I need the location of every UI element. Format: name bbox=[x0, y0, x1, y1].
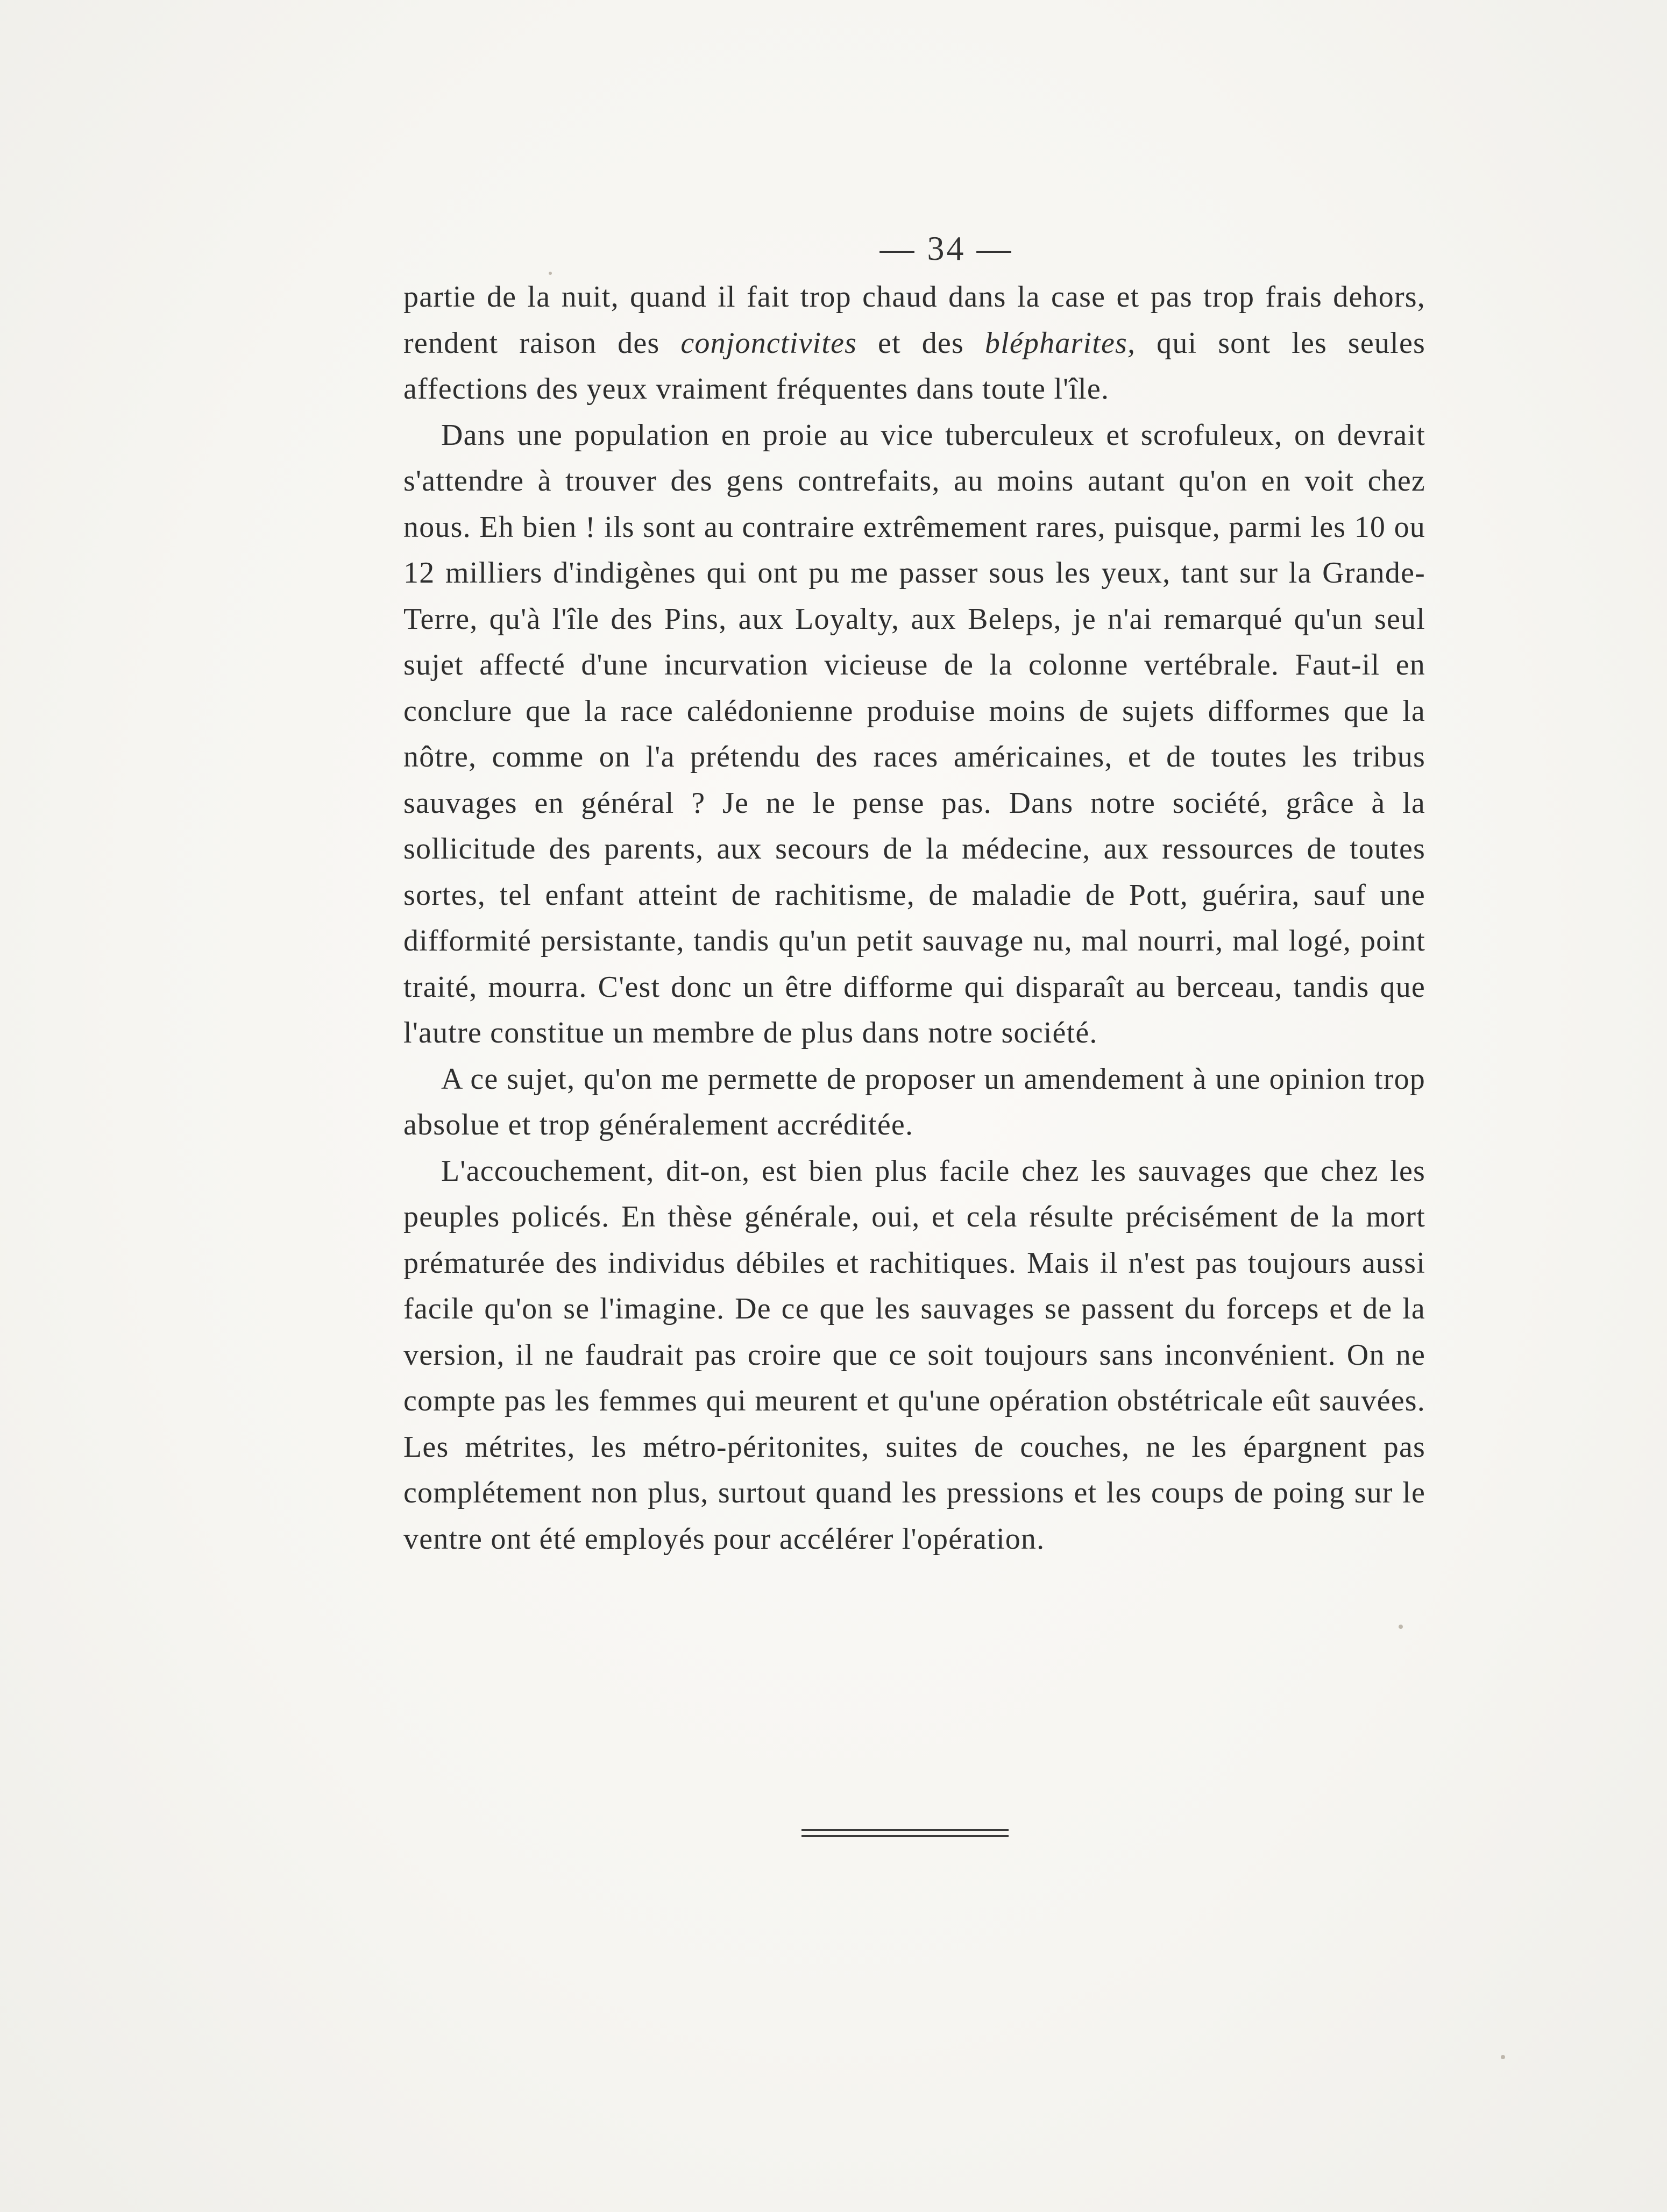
paper-speck bbox=[1399, 1625, 1403, 1629]
italic-term-blepharites: blépharites, bbox=[984, 326, 1136, 360]
paper-speck bbox=[1501, 2055, 1505, 2059]
text-segment: Dans une population en proie au vice tuberculeux et scrofuleux, on devrait s'attendre à trouver des gens contrefaits, au moins autant qu'on en voit chez nous. Eh bien ! ils sont au contraire extrêmement rares, puisque, parmi les 10 ou 12 milliers d'indigènes qui ont pu me passer sous les yeux, tant sur la Grande-Terre, qu'à l'île des Pins, aux Loyalty, aux Beleps, je n'ai remarqué qu'un seul sujet affecté d'une incurvation vicieuse de la colonne vertébrale. Faut-il en conclure que la race calédonienne produise moins de sujets difformes que la nôtre, comme on l'a prétendu des races américaines, et de toutes les tribus sauvages en général ? Je ne le pense pas. Dans notre société, grâce à la sollicitude des parents, aux secours de la médecine, aux ressources de toutes sortes, tel enfant atteint de rachitisme, de maladie de Pott, guérira, sauf une difformité persistante, tandis qu'un petit sauvage nu, mal nourri, mal logé, point traité, mourra. C'est donc un être difforme qui disparaît au berceau, tandis que l'autre constitue un membre de plus dans notre société. bbox=[403, 418, 1425, 1050]
body-text bbox=[403, 274, 1425, 1562]
text-segment: L'accouchement, dit-on, est bien plus facile chez les sauvages que chez les peuples policés. En thèse générale, oui, et cela résulte précisément de la mort prématurée des individus débiles et rachitiques. Mais il n'est pas toujours aussi facile qu'on se l'imagine. De ce que les sauvages se passent du forceps et de la version, il ne faudrait pas croire que ce soit toujours sans inconvénient. On ne compte pas les femmes qui meurent et qu'une opération obstétricale eût sauvées. Les métrites, les métro-péritonites, suites de couches, ne les épargnent pas complétement non plus, surtout quand les pressions et les coups de poing sur le ventre ont été employés pour accélérer l'opération. bbox=[403, 1154, 1425, 1556]
paragraph bbox=[403, 1148, 1425, 1563]
page-number: — 34 — bbox=[879, 229, 1013, 267]
paragraph bbox=[403, 413, 1425, 1057]
italic-term-conjonctivites: conjonctivites bbox=[680, 326, 857, 360]
text-segment: A ce sujet, qu'on me permette de proposer un amendement à une opinion trop absolue et trop généralement accréditée. bbox=[403, 1062, 1425, 1142]
text-segment: et des bbox=[857, 326, 985, 360]
rule-line-bottom bbox=[801, 1835, 1009, 1837]
text-segment: qui sont les seules affections des yeux vraiment fréquentes dans toute l'île. bbox=[403, 326, 1425, 406]
end-of-chapter-rule bbox=[801, 1829, 1009, 1838]
paragraph bbox=[403, 1057, 1425, 1148]
paragraph bbox=[403, 274, 1425, 413]
rule-line-top bbox=[801, 1829, 1009, 1831]
text-segment: partie de la nuit, quand il fait trop chaud dans la case et pas trop frais dehors, rendent raison des bbox=[403, 280, 1425, 360]
paper-speck bbox=[549, 272, 552, 275]
